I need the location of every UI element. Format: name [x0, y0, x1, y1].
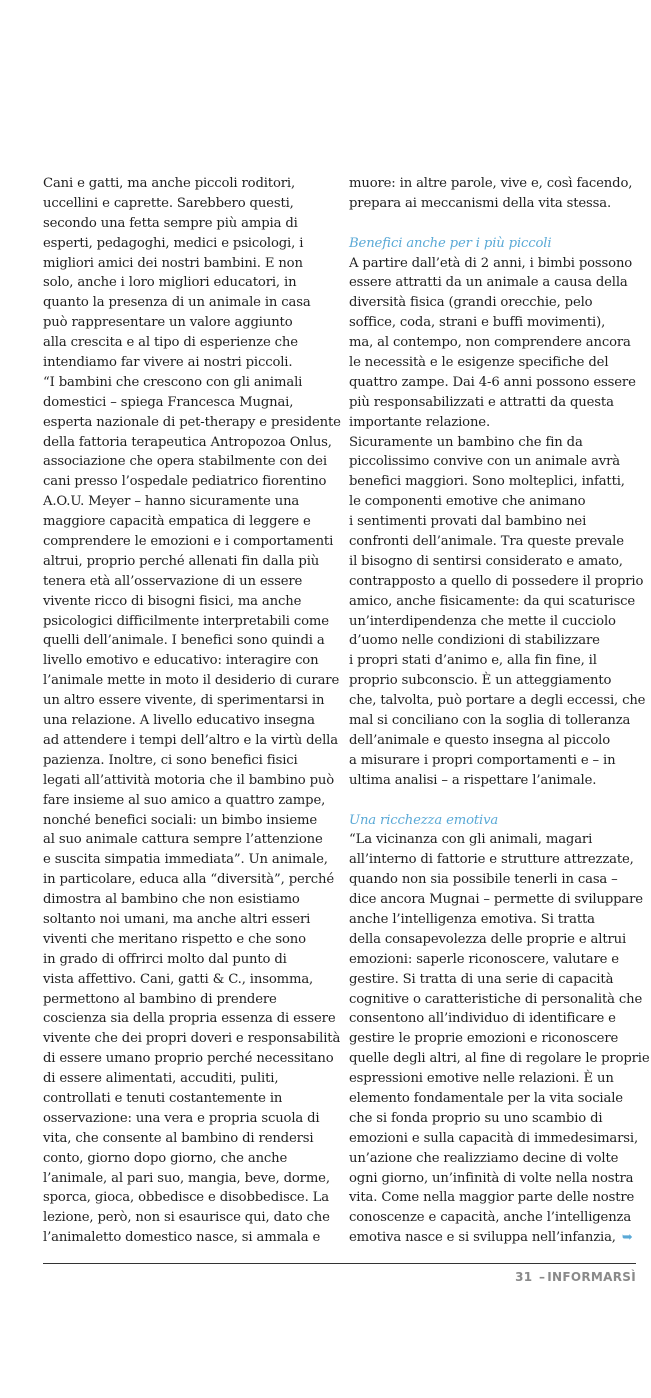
- section-heading-benefici: Benefici anche per i più piccoli: [349, 235, 552, 251]
- text-line: Sicuramente un bambino che fin da: [349, 434, 583, 450]
- text-line: altrui, proprio perché allenati fin dalla più: [43, 553, 320, 569]
- text-line: pazienza. Inoltre, ci sono benefici fisici: [43, 752, 298, 768]
- text-line: nonché benefici sociali: un bimbo insieme: [43, 812, 318, 828]
- text-line: dice ancora Mugnai – permette di sviluppare: [349, 892, 643, 908]
- text-line: quando non sia possibile tenerli in casa –: [349, 872, 618, 888]
- text-line: proprio subconscio. È un atteggiamento: [349, 673, 612, 689]
- section-body-ricchezza: [349, 830, 650, 1228]
- text-line: quanto la presenza di un animale in casa: [43, 295, 311, 311]
- right-intro-paragraph: [349, 174, 641, 214]
- page-footer: [515, 1270, 636, 1284]
- text-line: sporca, gioca, obbedisce e disobbedisce. La: [43, 1190, 329, 1206]
- text-line: coscienza sia della propria essenza di essere: [43, 1011, 336, 1027]
- text-line: domestici – spiega Francesca Mugnai,: [43, 394, 294, 410]
- text-line: A.O.U. Meyer – hanno sicuramente una: [43, 494, 300, 510]
- text-line: secondo una fetta sempre più ampia di: [43, 215, 298, 231]
- text-line: legati all’attività motoria che il bambino può: [43, 772, 335, 788]
- text-line: a misurare i propri comportamenti e – in: [349, 752, 616, 768]
- text-line: dimostra al bambino che non esistiamo: [43, 892, 300, 908]
- text-line: associazione che opera stabilmente con dei: [43, 454, 327, 470]
- text-line: soltanto noi umani, ma anche altri esseri: [43, 911, 311, 927]
- text-line: diversità fisica (grandi orecchie, pelo: [349, 295, 593, 311]
- text-line: vivente che dei propri doveri e responsabilità: [43, 1031, 341, 1047]
- text-line: lezione, però, non si esaurisce qui, dato che: [43, 1210, 330, 1226]
- text-line: essere attratti da un animale a causa della: [349, 275, 628, 291]
- text-line: conoscenze e capacità, anche l’intelligenza: [349, 1210, 632, 1226]
- text-line: l’animale, al pari suo, mangia, beve, dorme,: [43, 1170, 330, 1186]
- text-line: elemento fondamentale per la vita sociale: [349, 1090, 623, 1106]
- text-line: viventi che meritano rispetto e che sono: [43, 931, 306, 947]
- text-line: gestire. Si tratta di una serie di capacità: [349, 971, 614, 987]
- text-line: tenera età all’osservazione di un essere: [43, 573, 303, 589]
- text-line: ogni giorno, un’infinità di volte nella nostra: [349, 1170, 634, 1186]
- text-line: un’azione che realizziamo decine di volte: [349, 1150, 619, 1166]
- text-line: un’interdipendenza che mette il cucciolo: [349, 613, 616, 629]
- text-line: controllati e tenuti costantemente in: [43, 1090, 283, 1106]
- text-line: intendiamo far vivere ai nostri piccoli.: [43, 355, 293, 371]
- text-line: una relazione. A livello educativo insegna: [43, 713, 315, 729]
- last-line-text: emotiva nasce e si sviluppa nell’infanzia,: [349, 1230, 616, 1246]
- text-line: espressioni emotive nelle relazioni. È un: [349, 1071, 614, 1087]
- text-line: Cani e gatti, ma anche piccoli roditori,: [43, 176, 296, 191]
- text-line: in particolare, educa alla “diversità”, perché: [43, 872, 335, 888]
- text-line: alla crescita e al tipo di esperienze che: [43, 335, 298, 351]
- text-line: l’animaletto domestico nasce, si ammala e: [43, 1230, 321, 1246]
- text-line: dell’animale e questo insegna al piccolo: [349, 732, 611, 748]
- text-line: ultima analisi – a rispettare l’animale.: [349, 772, 597, 788]
- text-line: della fattoria terapeutica Antropozoa Onlus,: [43, 434, 332, 450]
- text-line: della consapevolezza delle proprie e altrui: [349, 931, 627, 947]
- text-line: fare insieme al suo amico a quattro zampe,: [43, 792, 326, 808]
- section-body-benefici: [349, 254, 646, 791]
- footer-separator: –: [538, 1270, 546, 1284]
- text-line: mal si conciliano con la soglia di tolleranza: [349, 713, 631, 729]
- text-line: maggiore capacità empatica di leggere e: [43, 514, 311, 530]
- text-line: osservazione: una vera e propria scuola di: [43, 1110, 320, 1126]
- text-line: solo, anche i loro migliori educatori, in: [43, 275, 297, 291]
- last-text-line: [349, 1228, 641, 1248]
- text-line: all’interno di fattorie e strutture attrezzate,: [349, 852, 634, 868]
- text-line: quelli dell’animale. I benefici sono quindi a: [43, 633, 325, 649]
- text-line: che si fonda proprio su uno scambio di: [349, 1110, 603, 1126]
- text-line: le necessità e le esigenze specifiche del: [349, 355, 609, 371]
- text-line: che, talvolta, può portare a degli eccessi, che: [349, 693, 646, 709]
- text-line: al suo animale cattura sempre l’attenzione: [43, 832, 323, 848]
- text-line: muore: in altre parole, vive e, così facendo,: [349, 176, 633, 191]
- text-line: vivente ricco di bisogni fisici, ma anche: [43, 593, 302, 609]
- text-line: vista affettivo. Cani, gatti & C., insomma,: [43, 971, 314, 987]
- text-line: amico, anche fisicamente: da qui scaturisce: [349, 593, 636, 609]
- text-line: “I bambini che crescono con gli animali: [43, 374, 303, 390]
- text-line: di essere umano proprio perché necessitano: [43, 1051, 334, 1067]
- text-line: confronti dell’animale. Tra queste prevale: [349, 534, 624, 550]
- text-line: importante relazione.: [349, 414, 490, 430]
- text-line: quattro zampe. Dai 4-6 anni possono essere: [349, 374, 636, 390]
- paragraph-gap: [349, 214, 641, 234]
- text-line: i propri stati d’animo e, alla fin fine, il: [349, 653, 597, 669]
- text-line: “La vicinanza con gli animali, magari: [349, 832, 593, 848]
- continue-arrow-icon: ➥: [621, 1230, 633, 1246]
- text-line: vita. Come nella maggior parte delle nostre: [349, 1190, 635, 1206]
- text-line: benefici maggiori. Sono molteplici, infatti,: [349, 474, 625, 490]
- text-line: ad attendere i tempi dell’altro e la virtù della: [43, 732, 338, 748]
- text-line: i sentimenti provati dal bambino nei: [349, 514, 587, 530]
- section-heading-ricchezza: Una ricchezza emotiva: [349, 812, 499, 828]
- text-line: gestire le proprie emozioni e riconoscere: [349, 1031, 619, 1047]
- text-line: e suscita simpatia immediata”. Un animale,: [43, 852, 328, 868]
- text-line: consentono all’individuo di identificare e: [349, 1011, 616, 1027]
- text-line: livello emotivo e educativo: interagire con: [43, 653, 319, 669]
- footer-divider: [43, 1263, 636, 1264]
- text-line: in grado di offrirci molto dal punto di: [43, 951, 287, 967]
- text-line: anche l’intelligenza emotiva. Si tratta: [349, 911, 595, 927]
- text-line: un altro essere vivente, di sperimentarsi in: [43, 693, 325, 709]
- text-line: esperti, pedagoghi, medici e psicologi, i: [43, 235, 304, 251]
- text-line: d’uomo nelle condizioni di stabilizzare: [349, 633, 600, 649]
- text-line: prepara ai meccanismi della vita stessa.: [349, 195, 612, 211]
- text-line: piccolissimo convive con un animale avrà: [349, 454, 620, 470]
- right-column: [349, 174, 650, 1248]
- text-line: contrapposto a quello di possedere il proprio: [349, 573, 644, 589]
- text-line: il bisogno di sentirsi considerato e amato,: [349, 553, 623, 569]
- text-line: migliori amici dei nostri bambini. E non: [43, 255, 303, 271]
- left-column: [43, 174, 343, 1248]
- page-number: 31: [515, 1270, 533, 1284]
- text-line: può rappresentare un valore aggiunto: [43, 315, 293, 331]
- text-line: comprendere le emozioni e i comportamenti: [43, 534, 334, 550]
- text-line: l’animale mette in moto il desiderio di curare: [43, 673, 340, 689]
- text-line: cani presso l’ospedale pediatrico fiorentino: [43, 474, 327, 490]
- text-line: conto, giorno dopo giorno, che anche: [43, 1150, 288, 1166]
- paragraph-gap: [349, 791, 641, 811]
- text-line: A partire dall’età di 2 anni, i bimbi possono: [349, 255, 633, 271]
- text-line: esperta nazionale di pet-therapy e presidente: [43, 414, 341, 430]
- text-line: emozioni: saperle riconoscere, valutare e: [349, 951, 619, 967]
- section-name: INFORMARSÌ: [547, 1270, 636, 1284]
- text-line: quelle degli altri, al fine di regolare le proprie: [349, 1051, 650, 1067]
- text-line: ma, al contempo, non comprendere ancora: [349, 335, 631, 351]
- text-line: vita, che consente al bambino di rendersi: [43, 1130, 314, 1146]
- text-line: di essere alimentati, accuditi, puliti,: [43, 1071, 279, 1087]
- text-line: psicologici difficilmente interpretabili come: [43, 613, 329, 629]
- text-line: emozioni e sulla capacità di immedesimarsi,: [349, 1130, 639, 1146]
- text-line: più responsabilizzati e attratti da questa: [349, 394, 614, 410]
- text-line: soffice, coda, strani e buffi movimenti),: [349, 315, 606, 331]
- text-line: cognitive o caratteristiche di personalità che: [349, 991, 643, 1007]
- text-line: uccellini e caprette. Sarebbero questi,: [43, 195, 294, 211]
- text-line: permettono al bambino di prendere: [43, 991, 277, 1007]
- text-line: le componenti emotive che animano: [349, 494, 586, 510]
